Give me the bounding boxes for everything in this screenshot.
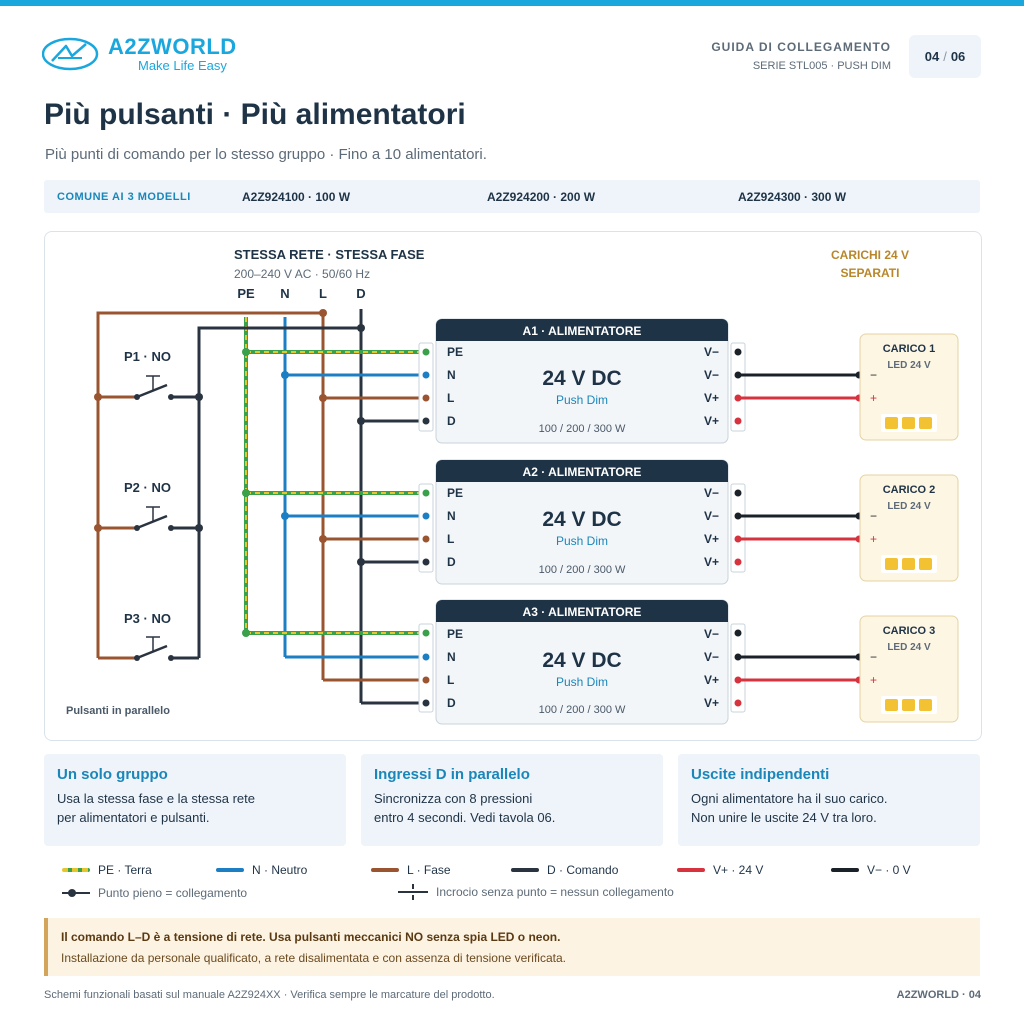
model-item: A2Z924300 · 300 W [738, 190, 847, 204]
psu-power: 100 / 200 / 300 W [538, 704, 626, 716]
psu-mode: Push Dim [555, 393, 609, 407]
legend-label: PE · Terra [98, 863, 152, 877]
card-title: Ingressi D in parallelo [374, 766, 530, 783]
legend-vminus [831, 863, 911, 877]
input-label-l: L [447, 391, 455, 405]
psu-a1 [436, 319, 728, 443]
psu-mode: Push Dim [555, 675, 609, 689]
output-label: V+ [703, 391, 719, 405]
page-current: 04 [924, 49, 940, 64]
output-label: V− [703, 627, 719, 641]
legend-label: L · Fase [407, 863, 451, 877]
legend-label: N · Neutro [252, 863, 308, 877]
load-plus: + [870, 673, 878, 687]
pushbutton-p3 [98, 611, 199, 661]
models-bar [44, 180, 980, 213]
legend-cross-note [398, 884, 674, 900]
card-title: Un solo gruppo [57, 766, 168, 783]
load-minus: − [870, 509, 878, 523]
legend-label: V+ · 24 V [713, 863, 764, 877]
junction-dot [319, 309, 327, 317]
legend-note: Punto pieno = collegamento [98, 886, 248, 900]
card-line: Usa la stessa fase e la stessa rete [57, 791, 255, 806]
legend-neutral [216, 863, 307, 877]
legend-swatch [62, 868, 90, 872]
output-label: V− [703, 486, 719, 500]
legend-swatch [677, 868, 705, 872]
footer-page: A2ZWORLD · 04 [896, 989, 981, 1001]
legend-swatch [216, 868, 244, 872]
psu2-input-wires [242, 489, 426, 566]
load-3 [860, 616, 958, 722]
guide-title: GUIDA DI COLLEGAMENTO [711, 40, 891, 54]
output-label: V− [703, 509, 719, 523]
psu-a2 [436, 460, 728, 584]
load-type: LED 24 V [887, 642, 931, 653]
buttons-note: Pulsanti in parallelo [66, 705, 170, 717]
page-title: Più pulsanti · Più alimentatori [44, 98, 466, 131]
load-2 [860, 475, 958, 581]
top-accent-bar [0, 0, 1024, 6]
model-item: A2Z924100 · 100 W [242, 190, 351, 204]
warning-line-2: Installazione da personale qualificato, a rete disalimentata e con assenza di tensione verificata. [61, 951, 566, 965]
psu-power: 100 / 200 / 300 W [538, 564, 626, 576]
load-name: CARICO 1 [882, 343, 936, 355]
mains-title: STESSA RETE · STESSA FASE [234, 247, 425, 262]
input-terminals [419, 343, 433, 712]
input-label-d: D [447, 414, 456, 428]
info-card-group [44, 754, 346, 846]
load-minus: − [870, 650, 878, 664]
input-label-d: D [447, 696, 456, 710]
psu-header: A1 · ALIMENTATORE [522, 324, 642, 338]
page-separator: / [943, 49, 947, 64]
footer-note: Schemi funzionali basati sul manuale A2Z924XX · Verifica sempre le marcature del prodotto. [44, 989, 495, 1001]
pushbutton-p1 [94, 349, 203, 401]
bus-label-d: D [356, 286, 366, 301]
legend-dot-note [62, 886, 247, 900]
legend-phase [371, 863, 451, 877]
page-subtitle: Più punti di comando per lo stesso gruppo · Fino a 10 alimentatori. [45, 146, 487, 163]
load-type: LED 24 V [887, 360, 931, 371]
pushbutton-label: P1 · NO [124, 349, 171, 364]
psu-voltage: 24 V DC [542, 649, 622, 672]
load-name: CARICO 3 [882, 625, 936, 637]
psu-voltage: 24 V DC [542, 508, 622, 531]
pushbutton-label: P3 · NO [124, 611, 171, 626]
card-line: per alimentatori e pulsanti. [57, 810, 210, 825]
load-minus: − [870, 368, 878, 382]
card-line: Ogni alimentatore ha il suo carico. [691, 791, 888, 806]
psu-header: A3 · ALIMENTATORE [522, 605, 642, 619]
input-label-pe: PE [447, 345, 464, 359]
input-label-pe: PE [447, 627, 464, 641]
load-plus: + [870, 532, 878, 546]
guide-series: SERIE STL005 · PUSH DIM [752, 60, 891, 72]
info-card-outputs [678, 754, 980, 846]
psu-header: A2 · ALIMENTATORE [522, 465, 642, 479]
info-card-d-inputs [361, 754, 663, 846]
bus-label-pe: PE [237, 286, 255, 301]
model-item: A2Z924200 · 200 W [487, 190, 596, 204]
load-1 [860, 334, 958, 440]
legend-vplus [677, 863, 763, 877]
load-name: CARICO 2 [882, 484, 936, 496]
input-label-d: D [447, 555, 456, 569]
bus-label-l: L [319, 286, 327, 301]
output-label: V+ [703, 532, 719, 546]
output-label: V+ [703, 414, 719, 428]
legend-note: Incrocio senza punto = nessun collegamento [436, 885, 674, 899]
models-label: COMUNE AI 3 MODELLI [57, 191, 191, 203]
wiring-diagram [45, 232, 981, 740]
mains-spec: 200–240 V AC · 50/60 Hz [234, 267, 371, 281]
card-line: Non unire le uscite 24 V tra loro. [691, 810, 877, 825]
warning-line-1: Il comando L–D è a tensione di rete. Usa pulsanti meccanici NO senza spia LED o neon. [61, 930, 561, 944]
input-label-pe: PE [447, 486, 464, 500]
output-label: V− [703, 345, 719, 359]
page-total: 06 [950, 49, 966, 64]
page-indicator [909, 35, 981, 78]
legend-swatch [831, 868, 859, 872]
pushbutton-p2 [94, 480, 203, 532]
brand-tagline: Make Life Easy [138, 58, 227, 73]
brand-name: A2ZWORLD [108, 34, 237, 59]
warning-box [44, 918, 980, 976]
output-wires [738, 372, 863, 684]
loads-title: CARICHI 24 V [830, 248, 910, 262]
input-label-n: N [447, 509, 456, 523]
psu-power: 100 / 200 / 300 W [538, 423, 626, 435]
pushbutton-label: P2 · NO [124, 480, 171, 495]
psu1-input-wires [242, 348, 426, 425]
load-type: LED 24 V [887, 501, 931, 512]
card-title: Uscite indipendenti [691, 766, 830, 783]
wiring-diagram-panel [44, 231, 982, 741]
input-label-n: N [447, 650, 456, 664]
bus-label-n: N [280, 286, 290, 301]
legend-pe [62, 863, 152, 877]
junction-dot [357, 324, 365, 332]
psu-mode: Push Dim [555, 534, 609, 548]
output-label: V− [703, 368, 719, 382]
output-label: V+ [703, 673, 719, 687]
card-line: entro 4 secondi. Vedi tavola 06. [374, 810, 556, 825]
legend-swatch [511, 868, 539, 872]
legend-swatch [371, 868, 399, 872]
psu-voltage: 24 V DC [542, 367, 622, 390]
psu3-input-wires [242, 629, 426, 703]
output-label: V− [703, 650, 719, 664]
input-label-n: N [447, 368, 456, 382]
output-label: V+ [703, 555, 719, 569]
card-line: Sincronizza con 8 pressioni [374, 791, 533, 806]
crossing-icon [398, 884, 428, 900]
input-label-l: L [447, 532, 455, 546]
load-plus: + [870, 391, 878, 405]
input-label-l: L [447, 673, 455, 687]
brand-logo-icon [42, 34, 102, 74]
legend-label: D · Comando [547, 863, 619, 877]
output-label: V+ [703, 696, 719, 710]
junction-dot-icon [62, 887, 90, 899]
psu-a3 [436, 600, 728, 724]
legend-command [511, 863, 618, 877]
loads-title-2: SEPARATI [840, 266, 900, 280]
brand-logo[interactable] [42, 34, 282, 74]
legend-label: V− · 0 V [867, 863, 911, 877]
